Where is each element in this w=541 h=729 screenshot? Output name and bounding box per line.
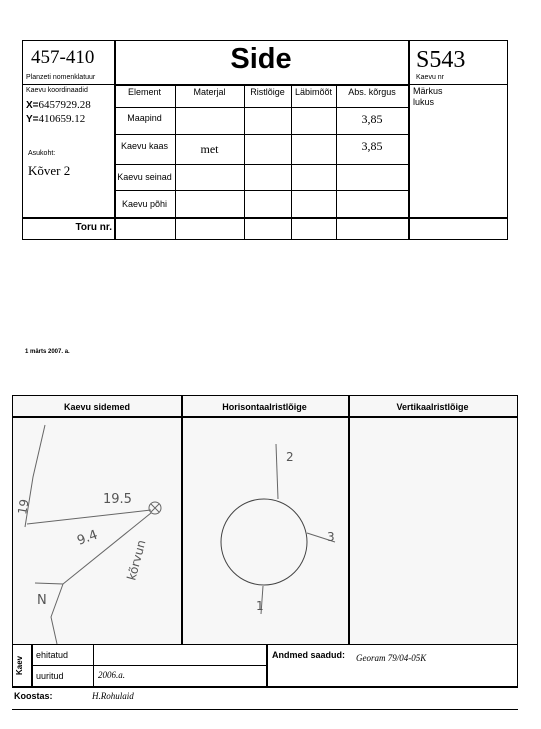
divider bbox=[408, 41, 410, 239]
coordinate-y bbox=[26, 113, 85, 125]
y-value: 410659.12 bbox=[38, 113, 86, 125]
date-note: 1 märts 2007. a. bbox=[25, 349, 70, 355]
data-source-label: Andmed saadud: bbox=[272, 650, 346, 660]
location-value: Kõver 2 bbox=[28, 163, 71, 178]
nomenclature-value: 457-410 bbox=[31, 47, 95, 68]
panel-title-ties: Kaevu sidemed bbox=[63, 402, 131, 412]
coordinate-x bbox=[26, 99, 91, 111]
page-title: Side bbox=[230, 43, 292, 75]
header-element: Element bbox=[127, 87, 162, 97]
sketch-line bbox=[27, 510, 151, 524]
header-diameter: Läbimõõt bbox=[294, 87, 333, 97]
panel-title-horizontal: Horisontaalristlõige bbox=[222, 402, 307, 412]
sketch-label-distance-1: 19.5 bbox=[103, 492, 132, 507]
row-abs-height: 3,85 bbox=[361, 139, 383, 153]
divider bbox=[31, 665, 266, 666]
grid-line bbox=[114, 164, 408, 165]
compiled-value: H.Rohulaid bbox=[92, 691, 134, 701]
header-cross-section: Ristlõige bbox=[250, 87, 285, 97]
grid-line bbox=[114, 134, 408, 135]
y-label: Y= bbox=[26, 114, 39, 125]
row-element: Maapind bbox=[127, 113, 162, 123]
well-number-label: Kaevu nr bbox=[416, 74, 445, 81]
x-value: 6457929.28 bbox=[38, 99, 91, 111]
built-label: ehitatud bbox=[36, 650, 69, 660]
divider bbox=[93, 645, 94, 686]
remarks-value: lukus bbox=[413, 97, 435, 107]
side-label: Kaev bbox=[15, 655, 24, 675]
sketch-label-circle-top: 2 bbox=[286, 450, 294, 464]
row-element: Kaevu kaas bbox=[120, 141, 169, 151]
footer-table bbox=[12, 645, 518, 687]
data-source-value: Georam 79/04-05K bbox=[356, 653, 427, 663]
x-label: X= bbox=[26, 100, 39, 111]
row-element: Kaevu seinad bbox=[117, 172, 172, 182]
divider bbox=[408, 84, 508, 85]
grid-line bbox=[114, 107, 408, 108]
nomenclature-label: Planzeti nomenklatuur bbox=[26, 74, 96, 81]
header-material: Materjal bbox=[193, 87, 226, 97]
pipe-label: Toru nr. bbox=[75, 222, 112, 233]
compiled-label: Koostas: bbox=[14, 691, 53, 701]
compiled-row bbox=[12, 687, 518, 710]
remarks-label: Märkus bbox=[413, 86, 443, 96]
well-info-table bbox=[22, 40, 508, 240]
sketch-form bbox=[12, 395, 518, 645]
divider bbox=[12, 687, 518, 688]
grid-line bbox=[114, 190, 408, 191]
well-circle bbox=[221, 499, 307, 585]
location-label: Asukoht: bbox=[28, 150, 56, 157]
coordinates-label: Kaevu koordinaadid bbox=[26, 87, 88, 94]
header-abs-height: Abs. kõrgus bbox=[348, 87, 396, 97]
divider bbox=[23, 217, 508, 219]
row-element: Kaevu põhi bbox=[121, 199, 168, 209]
sketch-label-left-bottom: N bbox=[37, 593, 47, 608]
sketch-label-vertical-word: kõrvun bbox=[124, 538, 149, 582]
divider bbox=[266, 645, 268, 686]
sketch-label-distance-2: 9.4 bbox=[75, 527, 100, 549]
sketch-label-circle-right: 3 bbox=[327, 530, 335, 544]
pipe-2 bbox=[276, 444, 278, 499]
divider bbox=[23, 84, 114, 85]
sketch-drawing bbox=[13, 417, 517, 644]
sketch-label-circle-bottom: 1 bbox=[256, 599, 264, 613]
panel-title-vertical: Vertikaalristlõige bbox=[396, 402, 469, 412]
row-abs-height: 3,85 bbox=[361, 112, 383, 126]
well-number-value: S543 bbox=[416, 47, 466, 73]
row-material: met bbox=[200, 142, 219, 156]
sketch-label-left-top: 19 bbox=[15, 498, 32, 516]
investigated-label: uuritud bbox=[36, 671, 64, 681]
divider bbox=[114, 84, 408, 86]
reference-point bbox=[151, 504, 159, 512]
investigated-value: 2006.a. bbox=[98, 670, 125, 680]
